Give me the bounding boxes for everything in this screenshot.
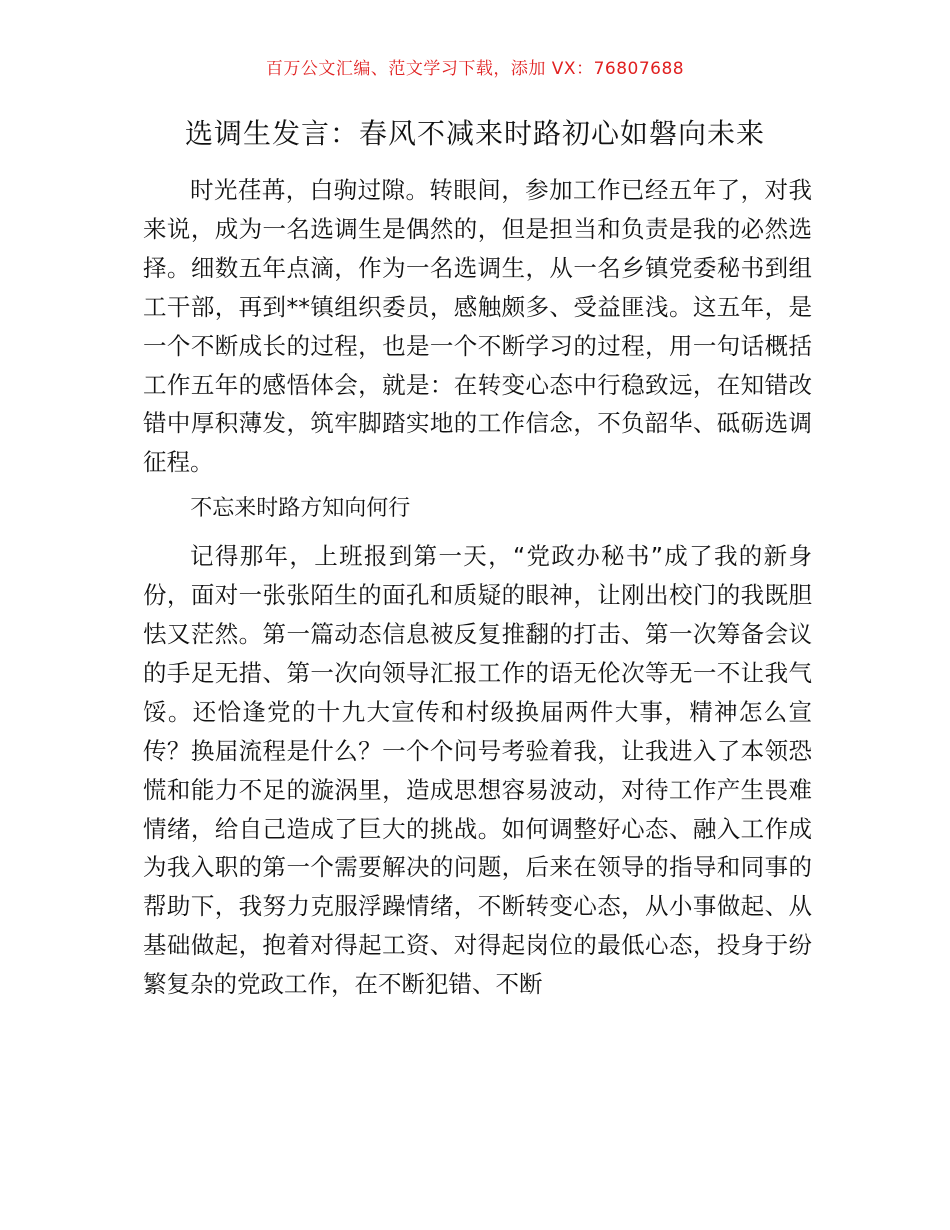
header-contact-note: 百万公文汇编、范文学习下载，添加 VX：76807688: [265, 59, 685, 79]
body-paragraph: 记得那年，上班报到第一天，“党政办秘书”成了我的新身份，面对一张张陌生的面孔和质疑的眼神，让刚出校门的我既胆怯又茫然。第一篇动态信息被反复推翻的打击、第一次筹备会议的手足无措、第一次向领导汇报工作的语无伦次等无一不让我气馁。还恰逢党的十九大宣传和村级换届两件大事，精神怎么宣传？换届流程是什么？一个个问号考验着我，让我进入了本领恐慌和能力不足的漩涡里，造成思想容易波动，对待工作产生畏难情绪，给自己造成了巨大的挑战。如何调整好心态、融入工作成为我入职的第一个需要解决的问题，后来在领导的指导和同事的帮助下，我努力克服浮躁情绪，不断转变心态，从小事做起、从基础做起，抱着对得起工资、对得起岗位的最低心态，投身于纷繁复杂的党政工作，在不断犯错、不断: [143, 542, 812, 999]
intro-paragraph: 时光荏苒，白驹过隙。转眼间，参加工作已经五年了，对我来说，成为一名选调生是偶然的，但是担当和负责是我的必然选择。细数五年点滴，作为一名选调生，从一名乡镇党委秘书到组工干部，再到**镇组织委员，感触颇多、受益匪浅。这五年，是一个不断成长的过程，也是一个不断学习的过程，用一句话概括工作五年的感悟体会，就是：在转变心态中行稳致远，在知错改错中厚积薄发，筑牢脚踏实地的工作信念，不负韶华、砥砺选调征程。: [143, 176, 812, 477]
section-heading: 不忘来时路方知向何行: [190, 496, 411, 522]
document-title: 选调生发言：春风不减来时路初心如磐向未来: [184, 117, 765, 150]
document-body: [143, 171, 812, 1012]
